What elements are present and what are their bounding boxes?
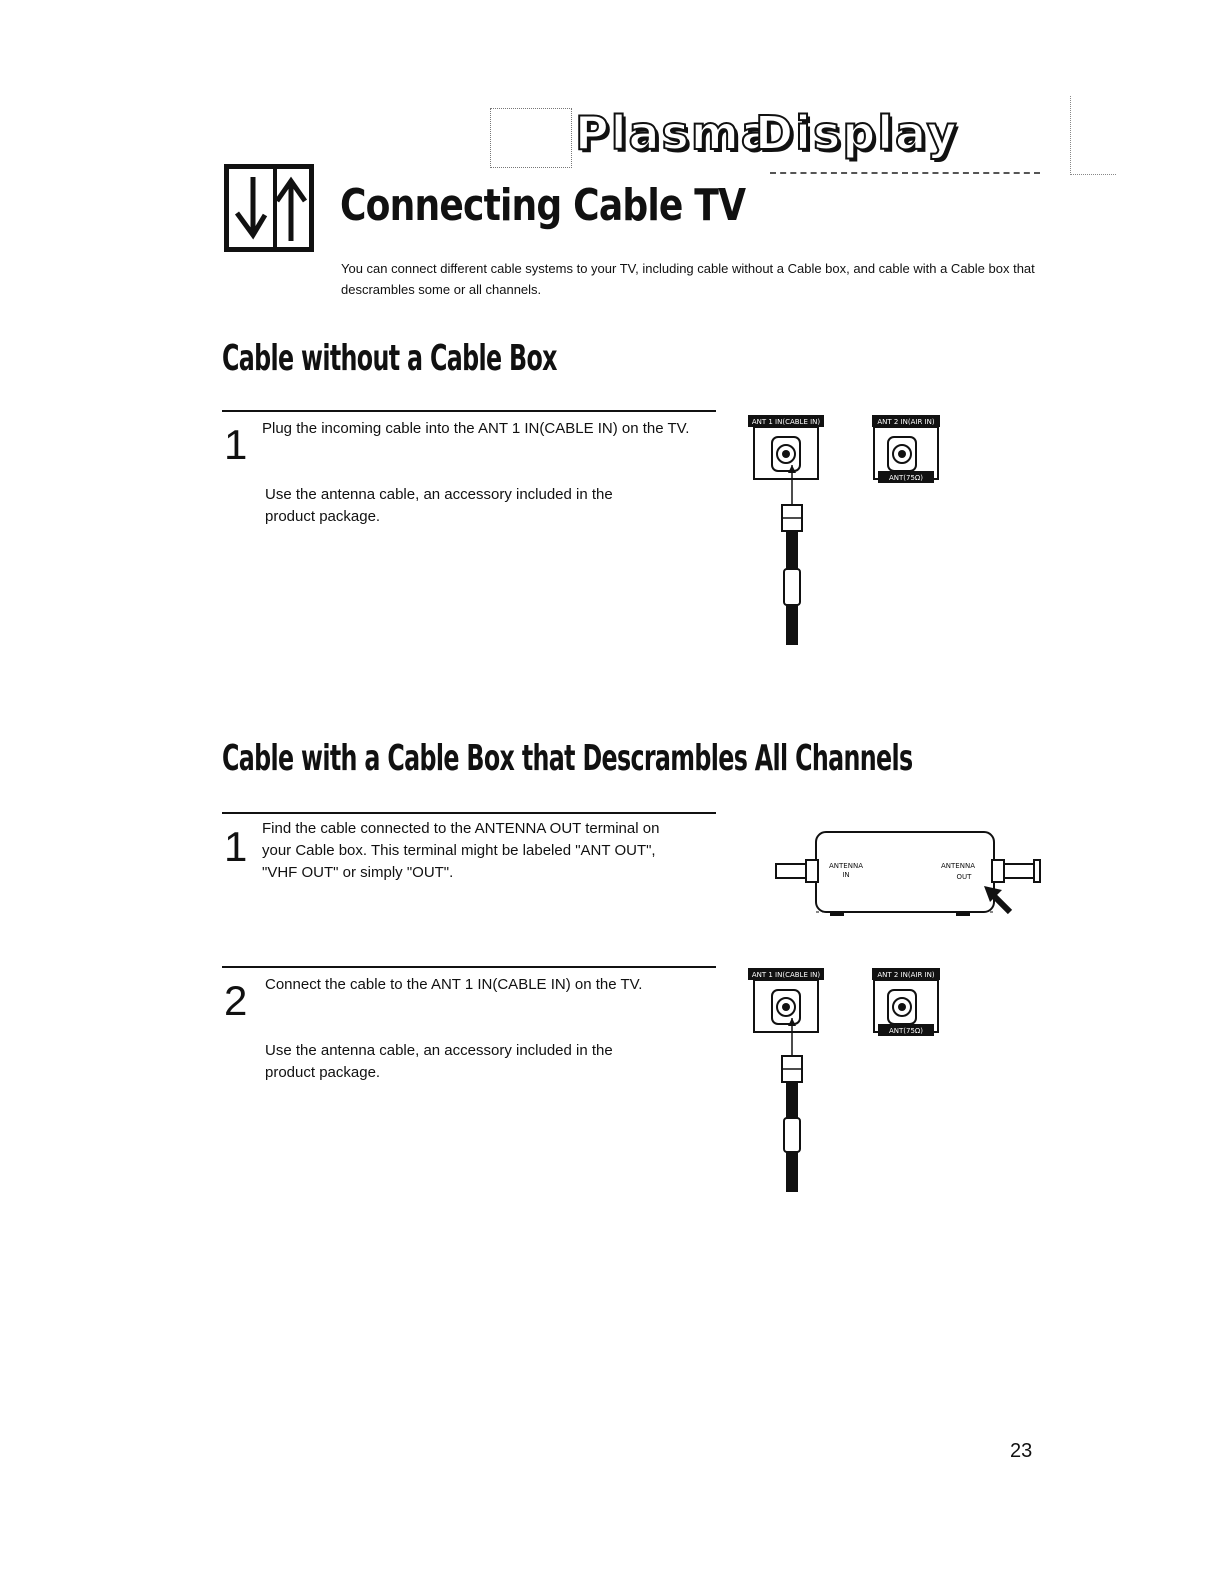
step-divider xyxy=(222,410,716,412)
header-banner xyxy=(480,96,1040,178)
ant2-label: ANT 2 IN(AIR IN) xyxy=(877,418,935,426)
box-out-label-1: ANTENNA xyxy=(941,862,975,870)
ant1-label: ANT 1 IN(CABLE IN) xyxy=(751,418,821,426)
banner-word-display: Display xyxy=(755,106,959,160)
page-title: Connecting Cable TV xyxy=(340,180,746,231)
step-divider xyxy=(222,966,716,968)
banner-word-plasma: Plasma xyxy=(575,106,774,160)
step-divider xyxy=(222,812,716,814)
step-note: Use the antenna cable, an accessory included in the product package. xyxy=(265,486,613,525)
ant2-sub-label: ANT(75Ω) xyxy=(888,474,924,482)
step-instruction: Find the cable connected to the ANTENNA OUT terminal on your Cable box. This terminal might be labeled "ANT OUT", "VHF OUT" or simply "OUT". xyxy=(262,820,660,881)
banner-decoration-right xyxy=(1070,96,1116,175)
antenna-jack-diagram xyxy=(748,968,948,1198)
page-number: 23 xyxy=(1010,1440,1033,1462)
ant2-sub-label: ANT(75Ω) xyxy=(888,1027,924,1035)
banner-underline xyxy=(770,172,1040,174)
intro-text: You can connect different cable systems to your TV, including cable without a Cable box, and cable with a Cable box that descrambles some or all channels. xyxy=(341,261,1035,297)
ant2-label: ANT 2 IN(AIR IN) xyxy=(877,971,935,979)
step-number: 1 xyxy=(224,421,248,468)
banner-decoration xyxy=(490,108,572,168)
box-out-label-2: OUT xyxy=(956,873,972,881)
step-number: 2 xyxy=(224,977,248,1024)
section-heading-no-box: Cable without a Cable Box xyxy=(222,338,557,379)
step-number: 1 xyxy=(224,823,248,870)
antenna-jack-diagram xyxy=(748,415,948,650)
up-down-arrows-icon xyxy=(224,164,314,252)
box-in-label-2: IN xyxy=(842,871,850,879)
step-note: Use the antenna cable, an accessory included in the product package. xyxy=(265,1042,613,1081)
step-instruction: Connect the cable to the ANT 1 IN(CABLE IN) on the TV. xyxy=(265,976,643,993)
cable-box-diagram xyxy=(760,826,1050,930)
section-heading-with-box: Cable with a Cable Box that Descrambles All Channels xyxy=(222,738,913,779)
step-instruction: Plug the incoming cable into the ANT 1 IN(CABLE IN) on the TV. xyxy=(262,420,690,437)
ant1-label: ANT 1 IN(CABLE IN) xyxy=(751,971,821,979)
box-in-label-1: ANTENNA xyxy=(829,862,863,870)
